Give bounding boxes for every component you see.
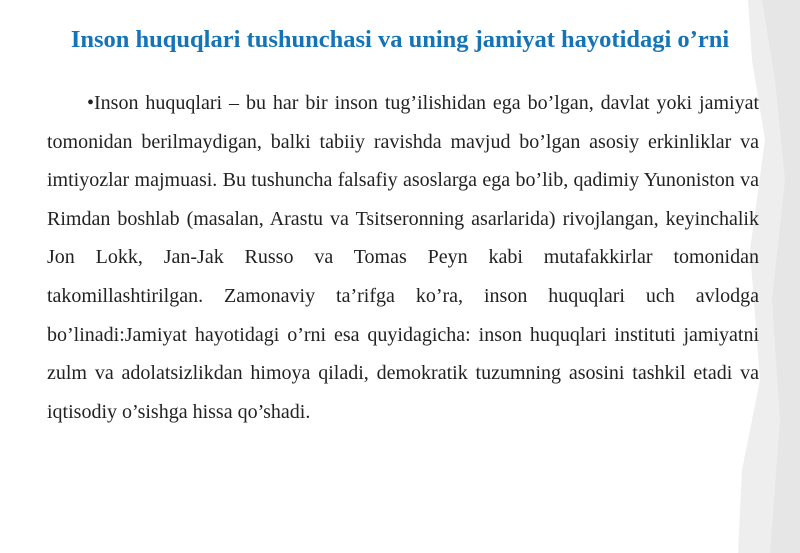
slide-title: Inson huquqlari tushunchasi va uning jamiyat hayotidagi o’rni xyxy=(70,26,730,53)
body-paragraph: •Inson huquqlari – bu har bir inson tug’ilishidan ega bo’lgan, davlat yoki jamiyat tomonidan berilmaydigan, balki tabiiy ravishda mavjud bo’lgan asosiy erkinliklar va imtiyozlar majmuasi. Bu tushuncha falsafiy asoslarga ega bo’lib, qadimiy Yunoniston va Rimdan boshlab (masalan, Arastu va Tsitseronning asarlarida) rivojlangan, keyinchalik Jon Lokk, Jan-Jak Russo va Tomas Peyn kabi mutafakkirlar tomonidan takomillashtirilgan. Zamonaviy ta’rifga ko’ra, inson huquqlari uch avlodga bo’linadi:Jamiyat hayotidagi o’rni esa quyidagicha: inson huquqlari instituti jamiyatni zulm va adolatsizlikdan himoya qiladi, demokratik tuzumning asosini tashkil etadi va iqtisodiy o’sishga hissa qo’shadi. xyxy=(47,92,759,423)
